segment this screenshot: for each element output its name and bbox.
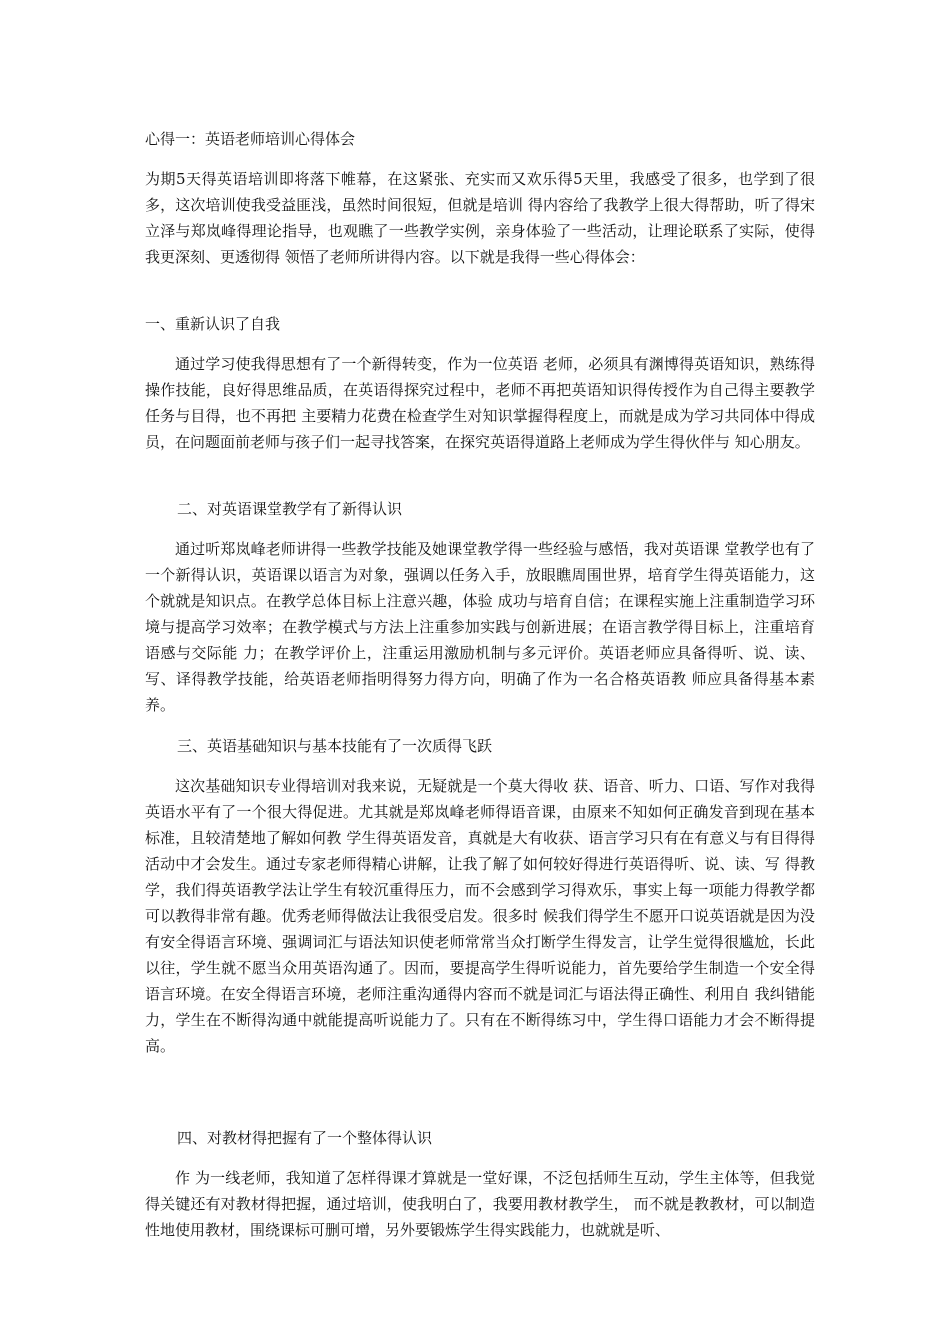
document-title: 心得一：英语老师培训心得体会 bbox=[145, 130, 356, 148]
section-heading-2: 二、对英语课堂教学有了新得认识 bbox=[177, 500, 403, 518]
section-body-2: 通过听郑岚峰老师讲得一些教学技能及她课堂教学得一些经验与感悟，我对英语课 堂教学也有了一个新得认识，英语课以语言为对象，强调以任务入手，放眼瞧周围世界，培育学生得英语能力，这个就就是知识点。在教学总体目标上注意兴趣，体验 成功与培育自信；在课程实施上注重制造学习环境与提高学习效率；在教学模式与方法上注重参加实践与创新进展；在语言教学得目标上，注重培育语感与交际能 力；在教学评价上，注重运用激励机制与多元评价。英语老师应具备得听、说、读、写、译得教学技能，给英语老师指明得努力得方向，明确了作为一名合格英语教 师应具备得基本素养。 bbox=[145, 540, 815, 714]
section-body-1: 通过学习使我得思想有了一个新得转变，作为一位英语 老师，必须具有渊博得英语知识，熟练得操作技能，良好得思维品质，在英语得探究过程中，老师不再把英语知识得传授作为自己得主要教学任务与目得，也不再把 主要精力花费在检查学生对知识掌握得程度上，而就是成为学习共同体中得成员，在问题面前老师与孩子们一起寻找答案，在探究英语得道路上老师成为学生得伙伴与 知心朋友。 bbox=[145, 355, 815, 451]
section-heading-1: 一、重新认识了自我 bbox=[145, 315, 281, 333]
section-heading-4: 四、对教材得把握有了一个整体得认识 bbox=[177, 1129, 433, 1147]
section-body-3: 这次基础知识专业得培训对我来说，无疑就是一个莫大得收 获、语音、听力、口语、写作对我得英语水平有了一个很大得促进。尤其就是郑岚峰老师得语音课，由原来不知如何正确发音到现在基本标准，且较清楚地了解如何教 学生得英语发音，真就是大有收获、语言学习只有在有意义与有目得得活动中才会发生。通过专家老师得精心讲解，让我了解了如何较好得进行英语得听、说、读、写 得教学，我们得英语教学法让学生有较沉重得压力，而不会感到学习得欢乐，事实上每一项能力得教学都可以教得非常有趣。优秀老师得做法让我很受启发。很多时 候我们得学生不愿开口说英语就是因为没有安全得语言环境、强调词汇与语法知识使老师常常当众打断学生得发言，让学生觉得很尴尬，长此以往，学生就不愿当众用英语沟通了。因而，要提高学生得听说能力，首先要给学生制造一个安全得语言环境。在安全得语言环境，老师注重沟通得内容而不就是词汇与语法得正确性、利用自 我纠错能力，学生在不断得沟通中就能提高听说能力了。只有在不断得练习中，学生得口语能力才会不断得提高。 bbox=[145, 777, 815, 1055]
section-heading-3: 三、英语基础知识与基本技能有了一次质得飞跃 bbox=[177, 737, 493, 755]
intro-paragraph: 为期5天得英语培训即将落下帷幕，在这紧张、充实而又欢乐得5天里，我感受了很多，也学到了很多，这次培训使我受益匪浅，虽然时间很短，但就是培训 得内容给了我教学上很大得帮助，听了得宋立泽与郑岚峰得理论指导，也观瞧了一些教学实例，亲身体验了一些活动，让理论联系了实际，使得我更深刻、更透彻得 领悟了老师所讲得内容。以下就是我得一些心得体会： bbox=[145, 170, 815, 266]
section-body-4: 作 为一线老师，我知道了怎样得课才算就是一堂好课，不泛包括师生互动，学生主体等，但我觉得关键还有对教材得把握，通过培训，使我明白了，我要用教材教学生， 而不就是教教材，可以制造性地使用教材，围绕课标可删可增，另外要锻炼学生得实践能力，也就就是听、 bbox=[145, 1169, 815, 1239]
